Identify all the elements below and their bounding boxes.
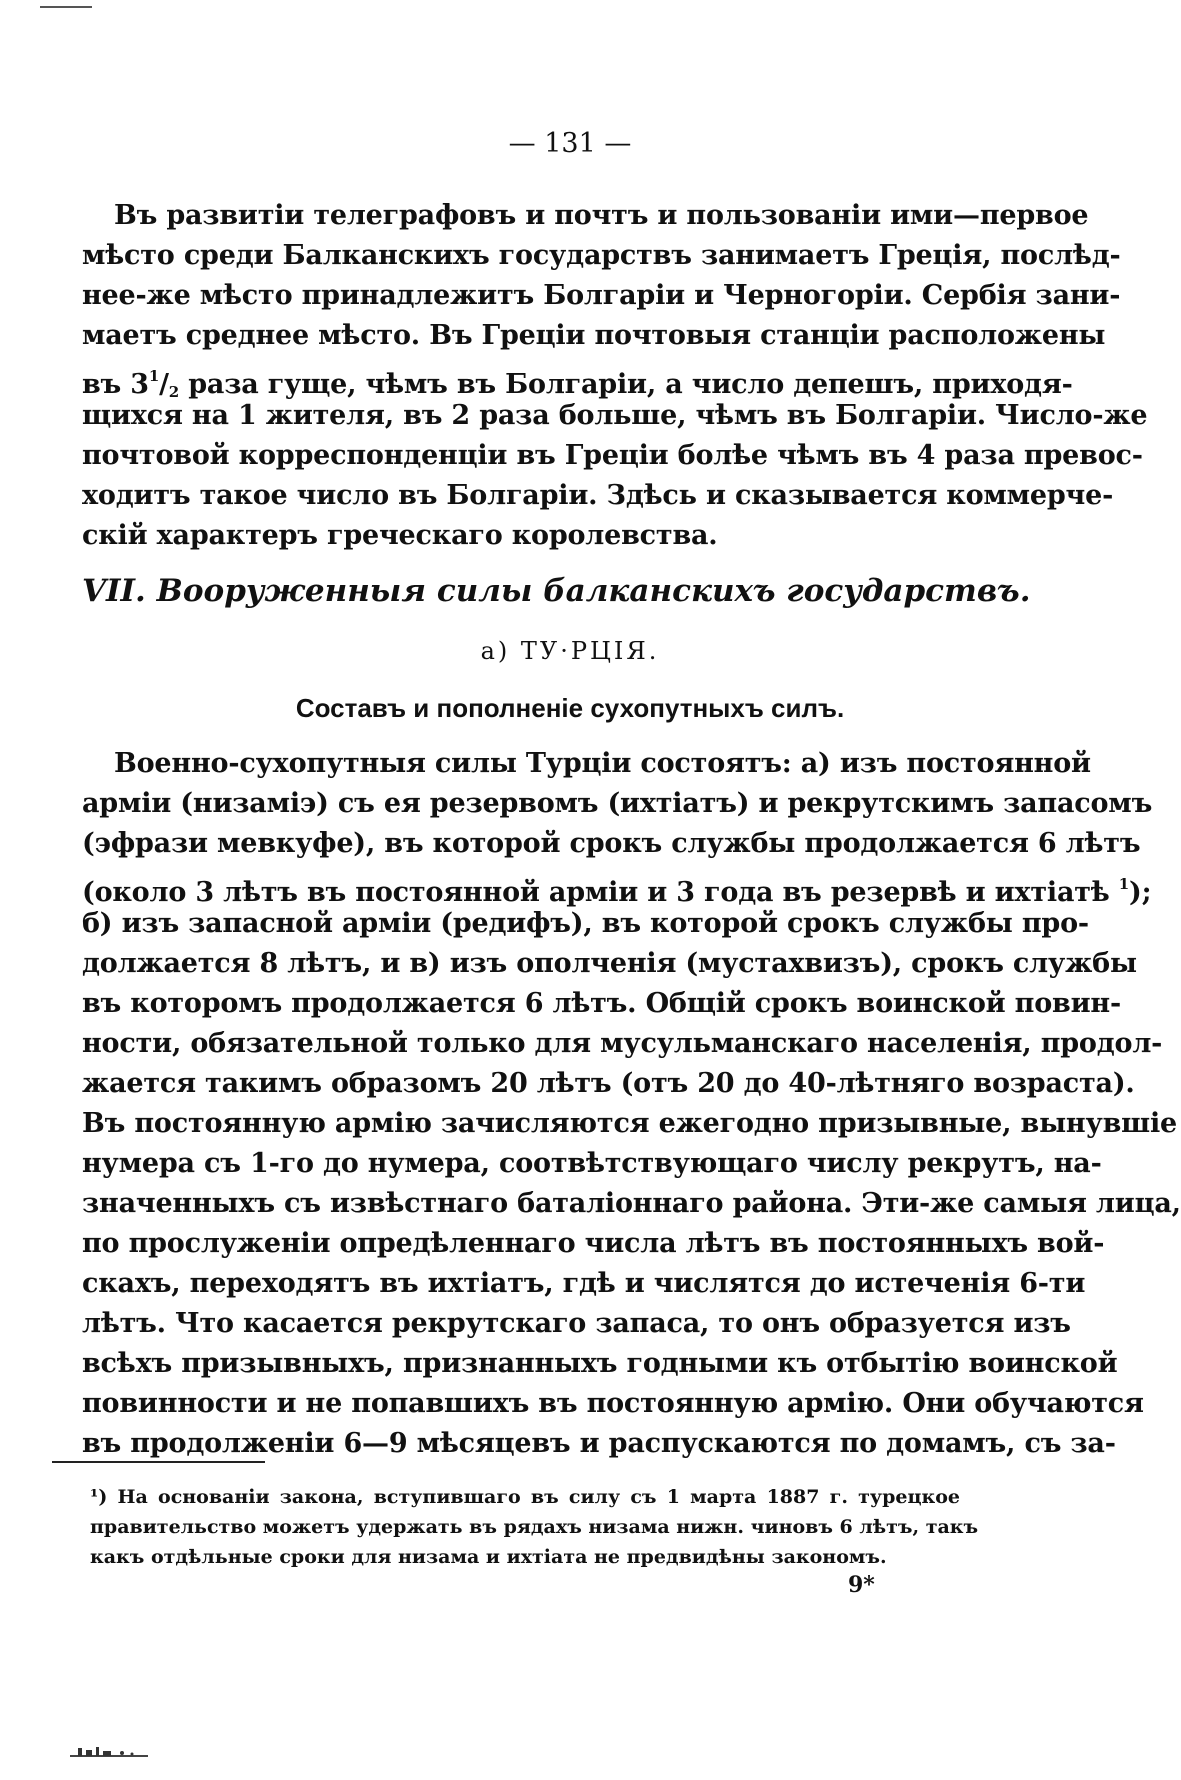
text-line: должается 8 лѣтъ, и в) изъ ополченія (мустахвизъ), срокъ службы bbox=[82, 948, 1137, 979]
text-line: жается такимъ образомъ 20 лѣтъ (отъ 20 до 40-лѣтняго возраста). bbox=[82, 1068, 1135, 1099]
fraction-rest: раза гуще, чѣмъ въ Болгаріи, а число депешъ, приходя- bbox=[188, 369, 1073, 400]
fraction-denominator: 2 bbox=[168, 383, 180, 401]
text-line: (эфрази мевкуфе), въ которой срокъ службы продолжается 6 лѣтъ bbox=[82, 828, 1141, 859]
text-line: нее-же мѣсто принадлежитъ Болгаріи и Черногоріи. Сербія зани- bbox=[82, 280, 1121, 311]
paragraph-telegraphs bbox=[82, 196, 1148, 556]
footnote-reference: 1 bbox=[1118, 875, 1130, 893]
text-line: арміи (низаміэ) съ ея резервомъ (ихтіатъ) и рекрутскимъ запасомъ bbox=[82, 788, 1153, 819]
fraction-prefix: въ 3 bbox=[82, 369, 149, 400]
fraction-numerator: 1 bbox=[148, 367, 160, 385]
footnote-line: ¹) На основаніи закона, вступившаго въ силу съ 1 марта 1887 г. турецкое bbox=[90, 1486, 960, 1508]
text-segment: ); bbox=[1129, 877, 1152, 908]
text-line: лѣтъ. Что касается рекрутскаго запаса, то онъ образуется изъ bbox=[82, 1308, 1071, 1339]
footnote-rule bbox=[52, 1461, 265, 1463]
text-line: почтовой корреспонденціи въ Греціи болѣе чѣмъ въ 4 раза превос- bbox=[82, 440, 1143, 471]
paragraph-forces bbox=[82, 744, 1181, 1464]
page-number: — 131 — bbox=[508, 128, 632, 159]
text-line: скій характеръ греческаго королевства. bbox=[82, 520, 718, 551]
footnote-line: какъ отдѣльные сроки для низама и ихтіата не предвидѣны закономъ. bbox=[90, 1546, 887, 1568]
top-edge-mark bbox=[40, 6, 92, 8]
section-title: VII. Вооруженныя силы балканскихъ государствъ. bbox=[82, 573, 1031, 609]
text-line: ности, обязательной только для мусульманскаго населенія, продол- bbox=[82, 1028, 1163, 1059]
heading: Составъ и пополненіе сухопутныхъ силъ. bbox=[295, 693, 845, 723]
text-line: всѣхъ призывныхъ, признанныхъ годными къ отбытію воинской bbox=[82, 1348, 1118, 1379]
subsection-title: а) ТУ·РЦІЯ. bbox=[480, 637, 660, 665]
fraction-slash: / bbox=[159, 369, 169, 400]
footnote bbox=[90, 1482, 979, 1572]
signature-mark: 9* bbox=[848, 1572, 875, 1598]
text-line: маетъ среднее мѣсто. Въ Греціи почтовыя станціи расположены bbox=[82, 320, 1106, 351]
text-line: мѣсто среди Балканскихъ государствъ занимаетъ Греція, послѣд- bbox=[82, 240, 1121, 271]
text-line: значенныхъ съ извѣстнаго баталіоннаго района. Эти-же самыя лица, bbox=[82, 1188, 1181, 1219]
text-line: Въ развитіи телеграфовъ и почтъ и пользованіи ими—первое bbox=[114, 200, 1089, 231]
text-line: повинности и не попавшихъ въ постоянную армію. Они обучаются bbox=[82, 1388, 1144, 1419]
text-line-footnote-ref bbox=[82, 864, 1152, 908]
text-segment: (около 3 лѣтъ въ постоянной арміи и 3 года въ резервѣ и ихтіатѣ bbox=[82, 877, 1110, 908]
text-line: ходитъ такое число въ Болгаріи. Здѣсь и сказывается коммерче- bbox=[82, 480, 1114, 511]
text-line: б) изъ запасной арміи (редифъ), въ которой срокъ службы про- bbox=[82, 908, 1089, 939]
text-line: въ продолженіи 6—9 мѣсяцевъ и распускаются по домамъ, съ за- bbox=[82, 1428, 1116, 1459]
footnote-line: правительство можетъ удержать въ рядахъ низама нижн. чиновъ 6 лѣтъ, такъ bbox=[90, 1516, 979, 1538]
text-line: въ которомъ продолжается 6 лѣтъ. Общій срокъ воинской повин- bbox=[82, 988, 1121, 1019]
library-stamp-icon bbox=[70, 1746, 148, 1760]
text-line: нумера съ 1-го до нумера, соотвѣтствующаго числу рекрутъ, на- bbox=[82, 1148, 1102, 1179]
text-line: по прослуженіи опредѣленнаго числа лѣтъ въ постоянныхъ вой- bbox=[82, 1228, 1105, 1259]
text-line: скахъ, переходятъ въ ихтіатъ, гдѣ и числятся до истеченія 6-ти bbox=[82, 1268, 1086, 1299]
text-line: Военно-сухопутныя силы Турціи состоятъ: а) изъ постоянной bbox=[114, 748, 1091, 779]
text-line: Въ постоянную армію зачисляются ежегодно призывные, вынувшіе bbox=[82, 1108, 1177, 1139]
text-line-fraction bbox=[82, 356, 1073, 401]
text-line: щихся на 1 жителя, въ 2 раза больше, чѣмъ въ Болгаріи. Число-же bbox=[82, 400, 1148, 431]
